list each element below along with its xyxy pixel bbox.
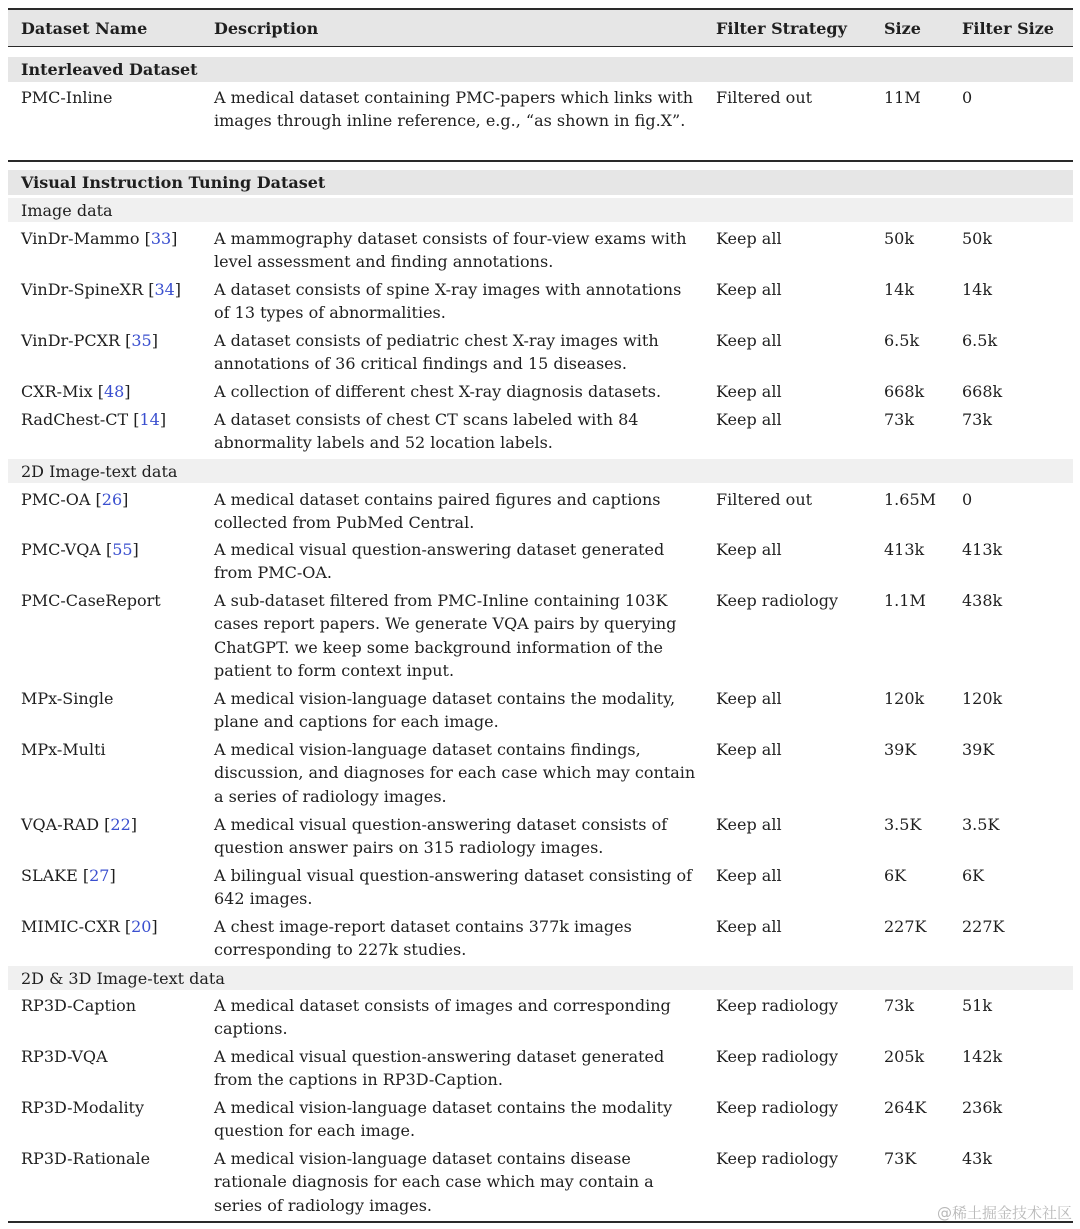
description-cell: A chest image-report dataset contains 377k images corresponding to 227k studies.: [214, 917, 632, 960]
description-cell: A medical dataset containing PMC-papers which links with images through inline reference, e.g., “as shown in fig.X”.: [214, 88, 694, 131]
dataset-name-cell: [21, 994, 136, 1017]
subsection-title-image: Image data: [21, 201, 113, 220]
citation-link[interactable]: 26: [101, 490, 123, 509]
dataset-name-cell: SLAKE [27]: [21, 866, 116, 885]
dataset-name: RadChest-CT: [21, 410, 129, 429]
filter-strategy-cell: Keep all: [716, 689, 782, 708]
dataset-name: PMC-VQA: [21, 540, 101, 559]
filter-strategy-cell: Keep all: [716, 866, 782, 885]
dataset-name: VinDr-PCXR: [21, 331, 121, 350]
size-cell: 668k: [884, 382, 925, 401]
description-cell: A sub-dataset filtered from PMC-Inline containing 103K cases report papers. We generate VQA pairs by querying ChatGPT. we keep some background information of the patient to form context input.: [214, 591, 677, 680]
description-cell: A medical visual question-answering dataset generated from the captions in RP3D-Caption.: [214, 1047, 665, 1090]
filter-size-cell: 73k: [962, 410, 993, 429]
size-cell: 205k: [884, 1047, 925, 1066]
dataset-name-cell: PMC-OA [26]: [21, 490, 129, 509]
dataset-name: RP3D-Caption: [21, 996, 137, 1015]
header-filter-strategy: Filter Strategy: [716, 19, 847, 38]
description-cell: A medical vision-language dataset contains the modality question for each image.: [214, 1098, 673, 1141]
citation-link[interactable]: 48: [103, 382, 125, 401]
filter-size-cell: 438k: [962, 591, 1003, 610]
description-cell: A medical dataset contains paired figures and captions collected from PubMed Central.: [214, 490, 661, 533]
filter-size-cell: 668k: [962, 382, 1003, 401]
filter-strategy-cell: Filtered out: [716, 88, 813, 107]
dataset-name-cell: [21, 687, 114, 710]
filter-size-cell: 142k: [962, 1047, 1003, 1066]
description-cell: A collection of different chest X-ray diagnosis datasets.: [214, 382, 662, 401]
section-title-vit: Visual Instruction Tuning Dataset: [21, 173, 326, 192]
section-title-interleaved: Interleaved Dataset: [21, 60, 198, 79]
citation-link[interactable]: 35: [131, 331, 152, 350]
filter-strategy-cell: Keep all: [716, 331, 782, 350]
citation-link[interactable]: 55: [112, 540, 133, 559]
size-cell: 6.5k: [884, 331, 920, 350]
description-cell: A medical vision-language dataset contains disease rationale diagnosis for each case which may contain a series of radiology images.: [214, 1149, 654, 1215]
size-cell: 227K: [884, 917, 927, 936]
size-cell: 3.5K: [884, 815, 922, 834]
dataset-name-cell: MIMIC-CXR [20]: [21, 917, 158, 936]
filter-strategy-cell: Keep all: [716, 229, 782, 248]
dataset-name: RP3D-VQA: [21, 1047, 108, 1066]
size-cell: 14k: [884, 280, 915, 299]
dataset-name-cell: [21, 1147, 150, 1170]
size-cell: 73K: [884, 1149, 917, 1168]
watermark: @稀土掘金技术社区: [936, 1204, 1072, 1222]
header-size: Size: [884, 19, 921, 38]
description-cell: A dataset consists of spine X-ray images with annotations of 13 types of abnormalities.: [214, 280, 682, 323]
filter-strategy-cell: Keep all: [716, 410, 782, 429]
dataset-name-cell: [21, 589, 161, 612]
filter-strategy-cell: Keep all: [716, 382, 782, 401]
citation-link[interactable]: 22: [110, 815, 131, 834]
dataset-name-cell: [21, 1096, 144, 1119]
size-cell: 73k: [884, 996, 915, 1015]
citation-link[interactable]: 14: [139, 410, 160, 429]
description-cell: A medical vision-language dataset contains the modality, plane and captions for each image.: [214, 689, 676, 732]
dataset-name-cell: VinDr-Mammo [33]: [21, 229, 178, 248]
filter-strategy-cell: Keep all: [716, 280, 782, 299]
size-cell: 73k: [884, 410, 915, 429]
filter-size-cell: 0: [962, 88, 973, 107]
dataset-name-cell: PMC-VQA [55]: [21, 540, 139, 559]
citation-link[interactable]: 34: [154, 280, 175, 299]
size-cell: 50k: [884, 229, 915, 248]
subsection-title-2d3d: 2D & 3D Image-text data: [21, 969, 225, 988]
dataset-name-cell: [21, 1045, 108, 1068]
filter-strategy-cell: Filtered out: [716, 490, 813, 509]
filter-size-cell: 6.5k: [962, 331, 998, 350]
description-cell: A medical visual question-answering dataset consists of question answer pairs on 315 radiology images.: [214, 815, 668, 858]
size-cell: 264K: [884, 1098, 927, 1117]
description-cell: A dataset consists of chest CT scans labeled with 84 abnormality labels and 52 location labels.: [214, 410, 639, 453]
size-cell: 39K: [884, 740, 917, 759]
subsection-title-2d: 2D Image-text data: [21, 462, 178, 481]
filter-size-cell: 39K: [962, 740, 995, 759]
header-filter-size: Filter Size: [962, 19, 1054, 38]
header-rule: [8, 46, 1073, 47]
filter-size-cell: 3.5K: [962, 815, 1000, 834]
filter-strategy-cell: Keep radiology: [716, 591, 838, 610]
size-cell: 413k: [884, 540, 925, 559]
filter-size-cell: 6K: [962, 866, 985, 885]
filter-strategy-cell: Keep all: [716, 917, 782, 936]
dataset-name-cell: VinDr-PCXR [35]: [21, 331, 158, 350]
dataset-name: SLAKE: [21, 866, 78, 885]
description-cell: A bilingual visual question-answering dataset consisting of 642 images.: [214, 866, 693, 909]
dataset-name: VQA-RAD: [21, 815, 100, 834]
filter-size-cell: 14k: [962, 280, 993, 299]
filter-size-cell: 227K: [962, 917, 1005, 936]
filter-size-cell: 413k: [962, 540, 1003, 559]
filter-size-cell: 43k: [962, 1149, 993, 1168]
dataset-name: PMC-OA: [21, 490, 91, 509]
dataset-name-cell: VQA-RAD [22]: [21, 815, 137, 834]
size-cell: 1.65M: [884, 490, 937, 509]
dataset-name: RP3D-Modality: [21, 1098, 145, 1117]
dataset-name: VinDr-Mammo: [21, 229, 140, 248]
filter-strategy-cell: Keep all: [716, 540, 782, 559]
subsection-band-image: [8, 198, 1073, 222]
dataset-name-cell: [21, 86, 112, 109]
header-description: Description: [214, 19, 319, 38]
description-cell: A mammography dataset consists of four-view exams with level assessment and finding annotations.: [214, 229, 687, 272]
section-rule: [8, 160, 1073, 162]
citation-link[interactable]: 33: [150, 229, 172, 248]
description-cell: A dataset consists of pediatric chest X-ray images with annotations of 36 critical findings and 15 diseases.: [214, 331, 659, 374]
dataset-name: PMC-Inline: [21, 88, 113, 107]
filter-size-cell: 120k: [962, 689, 1003, 708]
filter-size-cell: 0: [962, 490, 973, 509]
dataset-name: PMC-CaseReport: [21, 591, 161, 610]
size-cell: 11M: [884, 88, 921, 107]
dataset-name: RP3D-Rationale: [21, 1149, 151, 1168]
filter-strategy-cell: Keep all: [716, 740, 782, 759]
dataset-name-cell: CXR-Mix [48]: [21, 382, 131, 401]
filter-strategy-cell: Keep all: [716, 815, 782, 834]
filter-size-cell: 51k: [962, 996, 993, 1015]
size-cell: 1.1M: [884, 591, 926, 610]
dataset-name-cell: RadChest-CT [14]: [21, 410, 167, 429]
citation-link[interactable]: 27: [89, 866, 110, 885]
size-cell: 120k: [884, 689, 925, 708]
description-cell: A medical visual question-answering dataset generated from PMC-OA.: [214, 540, 665, 583]
dataset-name: MIMIC-CXR: [21, 917, 120, 936]
bottom-rule: [8, 1221, 1073, 1223]
header-name: Dataset Name: [21, 19, 148, 38]
filter-strategy-cell: Keep radiology: [716, 1047, 838, 1066]
filter-size-cell: 236k: [962, 1098, 1003, 1117]
dataset-name-cell: VinDr-SpineXR [34]: [21, 280, 182, 299]
filter-strategy-cell: Keep radiology: [716, 1098, 838, 1117]
dataset-name: MPx-Multi: [21, 740, 106, 759]
size-cell: 6K: [884, 866, 907, 885]
dataset-name-cell: [21, 738, 106, 761]
dataset-name: MPx-Single: [21, 689, 114, 708]
description-cell: A medical vision-language dataset contains findings, discussion, and diagnoses for each case which may contain a series of radiology images.: [214, 740, 696, 806]
filter-strategy-cell: Keep radiology: [716, 996, 838, 1015]
description-cell: A medical dataset consists of images and corresponding captions.: [214, 996, 671, 1039]
citation-link[interactable]: 20: [131, 917, 152, 936]
dataset-name: VinDr-SpineXR: [21, 280, 144, 299]
dataset-name: CXR-Mix: [21, 382, 93, 401]
filter-strategy-cell: Keep radiology: [716, 1149, 838, 1168]
filter-size-cell: 50k: [962, 229, 993, 248]
